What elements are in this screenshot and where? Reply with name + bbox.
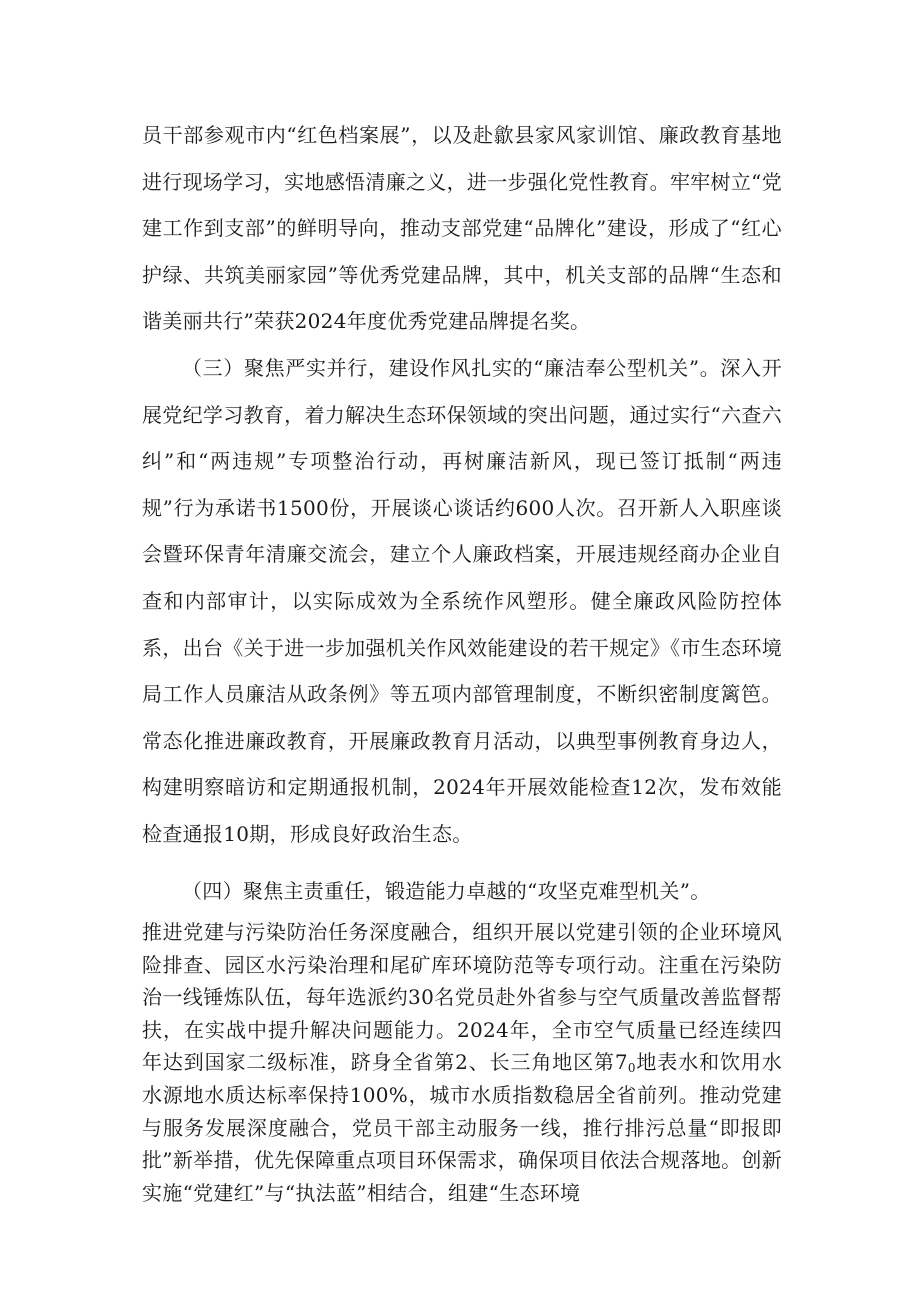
subscript-zero: 0 <box>627 1061 636 1076</box>
section-four-text-part2: 地表水和饮用水水源地水质达标率保持100%，城市水质指数稳居全省前列。推动党建与服务发展深度融合，党员干部主动服务一线，推行排污总量“即报即批”新举措，优先保障重点项目环保需求，确保项目依法合规落地。创新实施“党建红”与“执法蓝”相结合，组建“生态环境 <box>142 1050 782 1205</box>
paragraph-party-building-brand: 员干部参观市内“红色档案展”，以及赴歙县家风家训馆、廉政教育基地进行现场学习，实地感悟清廉之义，进一步强化党性教育。牢牢树立“党建工作到支部”的鲜明导向，推动支部党建“品牌化”建设，形成了“红心护绿、共筑美丽家园”等优秀党建品牌，其中，机关支部的品牌“生态和谐美丽共行”荣获2024年度优秀党建品牌提名奖。 <box>142 123 782 334</box>
paragraph-section-four-body <box>142 916 782 1209</box>
paragraph-section-three: （三）聚焦严实并行，建设作风扎实的“廉洁奉公型机关”。深入开展党纪学习教育，着力解决生态环保领域的突出问题，通过实行“六查六纠”和“两违规”专项整治行动，再树廉洁新风，现已签订抵制“两违规”行为承诺书1500份，开展谈心谈话约600人次。召开新人入职座谈会暨环保青年清廉交流会，建立个人廉政档案，开展违规经商办企业自查和内部审计，以实际成效为全系统作风塑形。健全廉政风险防控体系，出台《关于进一步加强机关作风效能建设的若干规定》《市生态环境局工作人员廉洁从政条例》等五项内部管理制度，不断织密制度篱笆。常态化推进廉政教育，开展廉政教育月活动，以典型事例教育身边人，构建明察暗访和定期通报机制，2024年开展效能检查12次，发布效能检查通报10期，形成良好政治生态。 <box>142 355 782 846</box>
section-four <box>142 868 782 1210</box>
section-four-text-part1: 推进党建与污染防治任务深度融合，组织开展以党建引领的企业环境风险排查、园区水污染治理和尾矿库环境防范等专项行动。注重在污染防治一线锤炼队伍，每年选派约30名党员赴外省参与空气质量改善监督帮扶，在实战中提升解决问题能力。2024年，全市空气质量已经连续四年达到国家二级标准，跻身全省第2、长三角地区第7 <box>142 920 782 1075</box>
section-four-heading: （四）聚焦主责重任，锻造能力卓越的“攻坚克难型机关”。 <box>182 878 711 903</box>
